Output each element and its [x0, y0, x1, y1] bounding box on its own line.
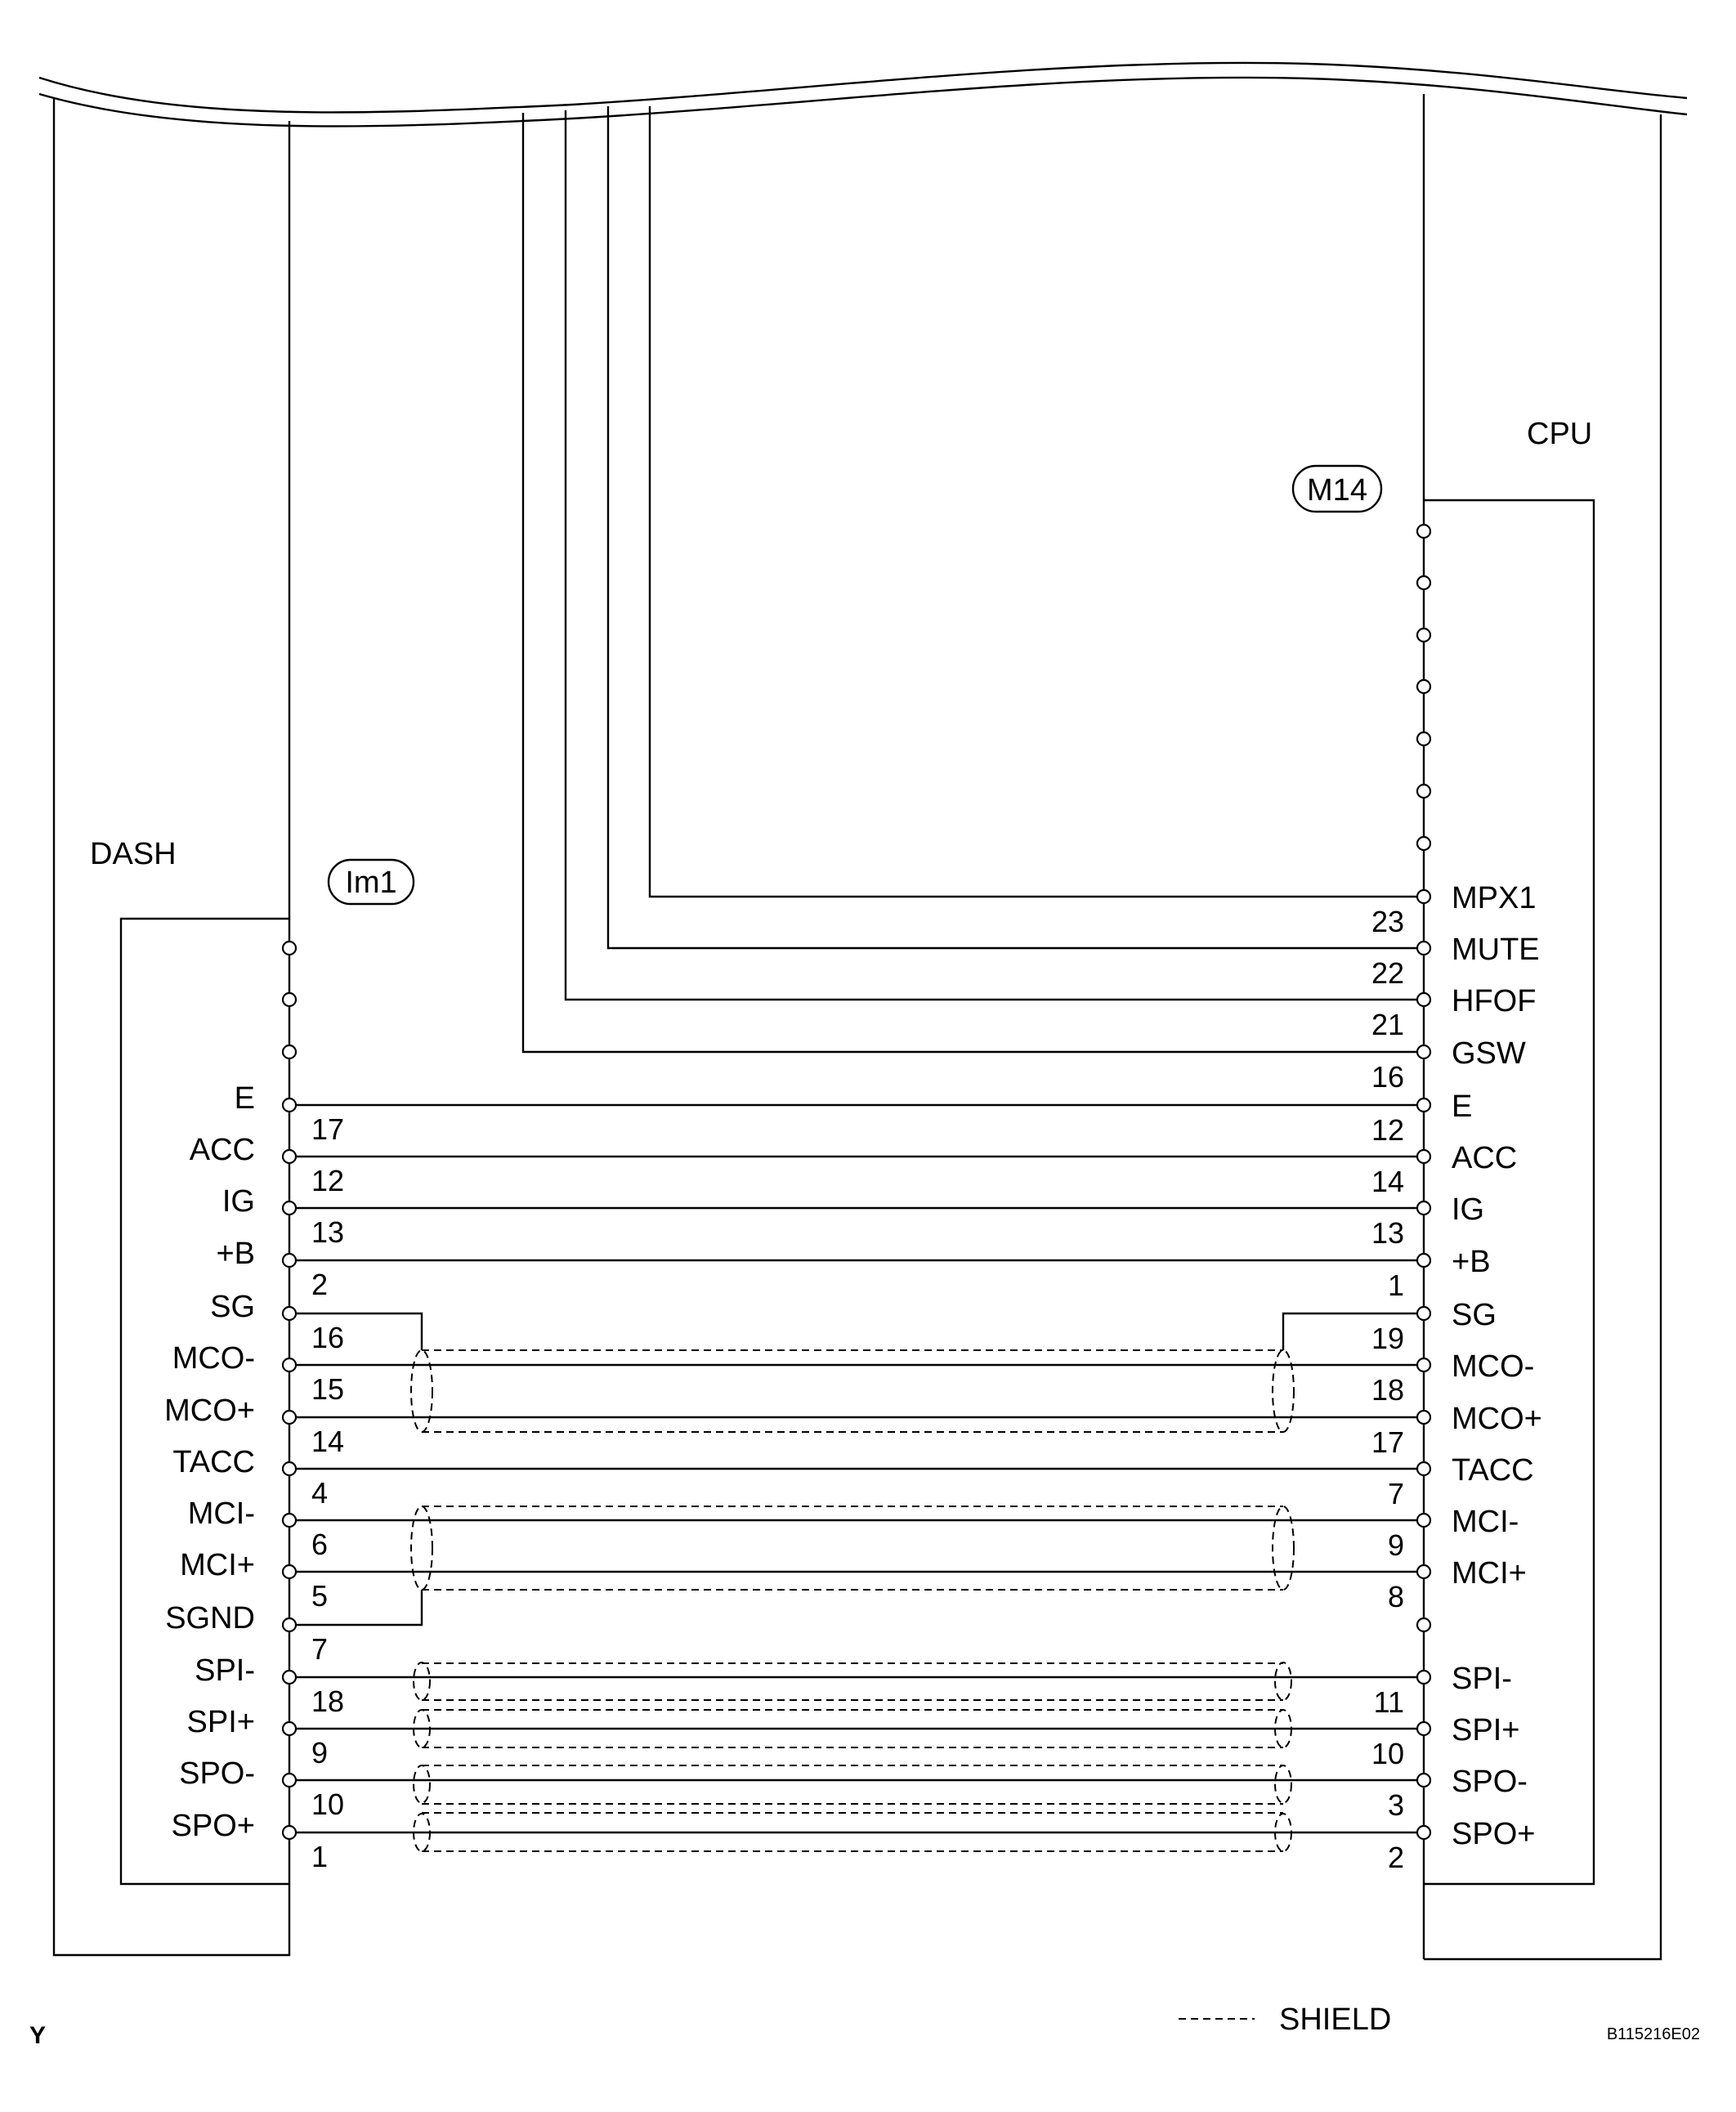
left-terminal-12: [283, 1722, 296, 1735]
right-terminal-7: [1417, 1254, 1430, 1267]
right-terminal-15: [1417, 1671, 1430, 1684]
right-signal-label: SPO-: [1452, 1765, 1528, 1799]
right-signal-label: MCO+: [1452, 1402, 1542, 1436]
right-terminal-12: [1417, 1514, 1430, 1527]
left-signal-label: E: [234, 1081, 255, 1116]
left-unused-terminal-1: [283, 993, 296, 1006]
left-signal-label: MCO-: [172, 1341, 255, 1376]
right-terminal-13: [1417, 1565, 1430, 1578]
right-pin-number: 8: [1387, 1580, 1404, 1613]
legend-shield-label: SHIELD: [1279, 2002, 1392, 2037]
right-unused-terminal-0: [1417, 525, 1430, 538]
right-signal-label: +B: [1452, 1245, 1491, 1279]
left-terminal-14: [283, 1826, 296, 1839]
left-signal-label: IG: [221, 1184, 255, 1219]
left-signal-label: SGND: [165, 1601, 255, 1635]
left-pin-labels: [164, 1081, 344, 1873]
right-pin-number: 2: [1387, 1841, 1404, 1874]
left-signal-label: MCI-: [187, 1497, 255, 1531]
left-terminal-1: [283, 1150, 296, 1163]
right-pin-number: 1: [1387, 1269, 1404, 1302]
left-pin-number: 18: [311, 1685, 345, 1718]
left-terminal-0: [283, 1099, 296, 1112]
left-pin-number: 7: [311, 1632, 329, 1666]
legend: [1179, 2002, 1391, 2037]
left-pin-number: 9: [311, 1736, 329, 1770]
left-pin-number: 2: [311, 1268, 329, 1301]
left-signal-label: ACC: [189, 1133, 255, 1167]
right-pin-number: 7: [1387, 1477, 1404, 1510]
shield-mci: [411, 1506, 1294, 1590]
left-signal-label: MCO+: [164, 1394, 255, 1428]
shield-mco: [411, 1350, 1294, 1432]
wire-sgnd: [289, 1590, 422, 1625]
right-pin-number: 23: [1371, 905, 1404, 938]
left-pin-number: 16: [311, 1321, 345, 1354]
left-unused-terminal-2: [283, 1045, 296, 1058]
wire-mute: [608, 106, 1424, 948]
right-pin-number: 13: [1371, 1216, 1404, 1250]
left-signal-label: MCI+: [180, 1548, 255, 1582]
right-pin-number: 14: [1371, 1165, 1404, 1198]
right-signal-label: SPI+: [1452, 1713, 1520, 1747]
right-pin-number: 3: [1387, 1788, 1404, 1822]
left-terminal-9: [283, 1565, 296, 1578]
right-signal-label: ACC: [1452, 1141, 1518, 1175]
right-terminal-1: [1417, 942, 1430, 955]
left-terminal-7: [283, 1462, 296, 1475]
right-signal-label: E: [1452, 1090, 1473, 1124]
right-terminal-8: [1417, 1307, 1430, 1320]
right-terminal-17: [1417, 1774, 1430, 1787]
right-pin-number: 21: [1371, 1008, 1404, 1041]
right-unused-terminal-5: [1417, 785, 1430, 798]
left-pin-number: 10: [311, 1788, 345, 1821]
left-signal-label: TACC: [172, 1445, 255, 1479]
left-terminal-10: [283, 1618, 296, 1631]
right-pin-number: 18: [1371, 1373, 1404, 1407]
right-signal-label: MCI+: [1452, 1556, 1527, 1591]
dash-label: DASH: [90, 837, 177, 871]
left-pin-number: 14: [311, 1425, 345, 1458]
svg-text:Im1: Im1: [345, 866, 397, 900]
right-terminal-18: [1417, 1826, 1430, 1839]
right-pin-number: 9: [1387, 1528, 1404, 1562]
left-signal-label: SG: [210, 1290, 255, 1324]
right-pin-number: 11: [1373, 1685, 1404, 1719]
wire-hfof: [566, 110, 1424, 1000]
right-terminal-9: [1417, 1358, 1430, 1371]
figure-code: B115216E02: [1606, 2025, 1700, 2043]
right-pin-number: 19: [1371, 1322, 1404, 1355]
break-line-bottom: [39, 78, 1687, 127]
left-signal-label: SPO+: [171, 1809, 255, 1843]
cpu-label: CPU: [1527, 417, 1593, 451]
left-pin-number: 1: [311, 1840, 329, 1873]
left-pin-number: 6: [311, 1528, 329, 1561]
wire-sg-left: [289, 1313, 422, 1350]
left-terminal-13: [283, 1774, 296, 1787]
right-terminal-0: [1417, 890, 1430, 903]
left-signal-label: +B: [216, 1237, 255, 1271]
right-signal-label: TACC: [1452, 1453, 1534, 1488]
left-terminal-4: [283, 1307, 296, 1320]
left-terminal-3: [283, 1254, 296, 1267]
right-terminal-2: [1417, 993, 1430, 1006]
right-pin-number: 10: [1371, 1737, 1404, 1770]
left-pin-number: 4: [311, 1476, 329, 1510]
left-signal-label: SPI+: [186, 1705, 255, 1739]
right-signal-label: SG: [1452, 1298, 1497, 1332]
right-unused-terminal-6: [1417, 837, 1430, 850]
right-unused-terminal-2: [1417, 629, 1430, 642]
left-pin-number: 12: [311, 1164, 345, 1197]
left-terminal-8: [283, 1514, 296, 1527]
right-signal-label: MPX1: [1452, 881, 1537, 915]
left-terminal-6: [283, 1411, 296, 1424]
right-signal-label: MUTE: [1452, 933, 1540, 967]
right-unused-terminal-4: [1417, 732, 1430, 745]
right-signal-label: SPO+: [1452, 1817, 1536, 1851]
right-terminal-10: [1417, 1411, 1430, 1424]
right-terminal-6: [1417, 1201, 1430, 1215]
left-unused-terminal-0: [283, 942, 296, 955]
left-signal-label: SPI-: [195, 1653, 255, 1688]
break-line-top: [39, 63, 1687, 112]
svg-text:M14: M14: [1307, 473, 1367, 508]
right-signal-label: MCO-: [1452, 1349, 1535, 1384]
right-pin-labels: [1371, 881, 1542, 1874]
left-pin-number: 5: [311, 1579, 329, 1613]
left-terminal-11: [283, 1671, 296, 1684]
wire-gsw: [523, 113, 1424, 1052]
right-signal-label: HFOF: [1452, 984, 1537, 1018]
right-signal-label: GSW: [1452, 1036, 1526, 1071]
footer-left-mark: Y: [29, 2022, 47, 2049]
right-terminal-16: [1417, 1722, 1430, 1735]
shield-spi-minus: [414, 1662, 1291, 1700]
left-signal-label: SPO-: [179, 1756, 255, 1791]
left-pin-number: 15: [311, 1372, 345, 1406]
right-terminal-5: [1417, 1150, 1430, 1163]
connector-badge-m14: [1293, 466, 1381, 512]
shield-spo-minus: [414, 1765, 1291, 1804]
right-unused-terminal-3: [1417, 680, 1430, 693]
left-terminal-2: [283, 1201, 296, 1215]
right-terminal-14: [1417, 1618, 1430, 1631]
right-unused-terminal-1: [1417, 576, 1430, 589]
left-pin-number: 17: [311, 1112, 345, 1146]
right-pin-number: 16: [1371, 1060, 1404, 1094]
right-terminal-3: [1417, 1045, 1430, 1058]
right-signal-label: SPI-: [1452, 1662, 1512, 1696]
right-terminal-11: [1417, 1462, 1430, 1475]
right-pin-number: 12: [1371, 1113, 1404, 1147]
left-terminal-5: [283, 1358, 296, 1371]
right-signal-label: MCI-: [1452, 1505, 1519, 1539]
right-pin-number: 17: [1371, 1425, 1404, 1459]
right-signal-label: IG: [1452, 1192, 1485, 1227]
right-pin-number: 22: [1371, 956, 1404, 990]
right-terminal-4: [1417, 1099, 1430, 1112]
connector-badge-im1: [329, 860, 414, 904]
left-pin-number: 13: [311, 1215, 345, 1249]
